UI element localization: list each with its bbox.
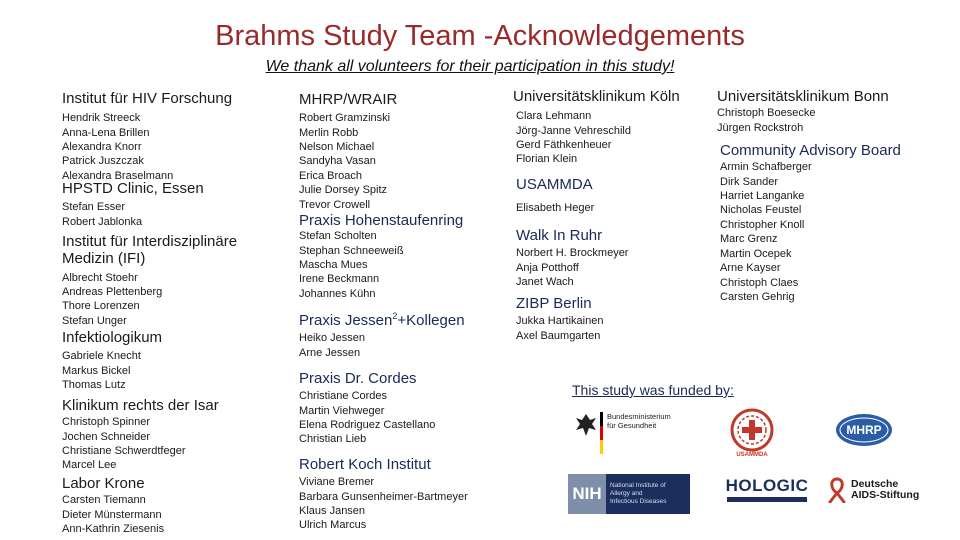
person: Dirk Sander: [720, 175, 779, 188]
people-list: [516, 314, 603, 343]
institution-labor-krone: [62, 475, 164, 536]
person: Anja Potthoff: [516, 261, 579, 274]
institution-name: USAMMDA: [516, 176, 593, 193]
nih-text: [606, 482, 666, 506]
person: Stefan Scholten: [299, 230, 377, 243]
institution-praxis-cordes: [299, 370, 435, 447]
institution-infektiologikum: [62, 329, 162, 392]
aids-stiftung-logo: [826, 476, 922, 504]
person: Thomas Lutz: [62, 379, 126, 392]
people-list: [62, 271, 287, 329]
institution-praxis-jessen: [299, 311, 465, 360]
person: Christoph Spinner: [62, 416, 151, 429]
institution-name: Infektiologikum: [62, 329, 163, 346]
hologic-label: HOLOGIC: [725, 476, 809, 495]
institution-hpstd: [62, 180, 204, 229]
people-list: [516, 246, 628, 289]
hologic-logo: [722, 474, 812, 504]
person: Christopher Knoll: [720, 218, 805, 231]
bmg-line2: für Gesundheit: [607, 421, 657, 430]
people-list: [516, 201, 594, 215]
institution-name: Universitätsklinikum Bonn: [717, 88, 889, 105]
people-list: [62, 415, 219, 473]
person: Ann-Kathrin Ziesenis: [62, 523, 165, 536]
person: Christoph Boesecke: [717, 107, 816, 120]
person: Viviane Bremer: [299, 476, 374, 489]
person: Marc Grenz: [720, 233, 778, 246]
people-list: [299, 229, 463, 301]
institution-name: ZIBP Berlin: [516, 295, 592, 312]
institution-usammda: [516, 176, 594, 216]
institution-name: Institut für Interdisziplinäre Medizin (IFI): [62, 233, 238, 268]
nih-abbr: NIH: [568, 474, 606, 514]
usammda-label: USAMMDA: [736, 452, 768, 458]
person: Sandyha Vasan: [299, 155, 376, 168]
person: Alexandra Knorr: [62, 141, 142, 154]
person: Mascha Mues: [299, 259, 368, 272]
person: Armin Schafberger: [720, 161, 812, 174]
person: Christian Lieb: [299, 433, 367, 446]
person: Christiane Schwerdtfeger: [62, 445, 186, 458]
institution-mhrp-wrair: [299, 91, 397, 212]
person: Andreas Plettenberg: [62, 285, 163, 298]
people-list: [62, 349, 162, 392]
person: Barbara Gunsenheimer-Bartmeyer: [299, 490, 468, 503]
hologic-bar: [727, 497, 807, 502]
aids-line1: Deutsche: [851, 478, 899, 490]
person: Janet Wach: [516, 276, 574, 289]
institution-name: Walk In Ruhr: [516, 227, 603, 244]
person: Merlin Robb: [299, 126, 359, 139]
person: Albrecht Stoehr: [62, 271, 138, 284]
person: Patrick Juszczak: [62, 155, 144, 168]
nih-logo: [568, 474, 690, 514]
institution-uk-bonn: [717, 88, 889, 135]
person: Harriet Langanke: [720, 190, 805, 203]
person: Carsten Tiemann: [62, 494, 146, 507]
person: Christoph Claes: [720, 276, 799, 289]
bmg-logo: [574, 408, 674, 458]
person: Irene Beckmann: [299, 273, 380, 286]
person: Jörg-Janne Vehreschild: [516, 124, 631, 137]
bmg-line1: Bundesministerium: [607, 412, 671, 421]
institution-name: HPSTD Clinic, Essen: [62, 180, 204, 197]
people-list: [299, 389, 435, 447]
people-list: [299, 475, 468, 533]
institution-name: Labor Krone: [62, 475, 145, 492]
mhrp-logo: [834, 412, 894, 448]
person: Robert Gramzinski: [299, 112, 391, 125]
institution-rki: [299, 456, 468, 533]
person: Ulrich Marcus: [299, 519, 367, 532]
person: Norbert H. Brockmeyer: [516, 247, 629, 260]
nih-line3: Infectious Diseases: [610, 498, 667, 505]
person: Gabriele Knecht: [62, 350, 141, 363]
aids-line2: AIDS-Stiftung: [851, 489, 920, 501]
institution-name: Universitätsklinikum Köln: [513, 88, 680, 105]
mhrp-label: MHRP: [846, 423, 882, 437]
person: Nicholas Feustel: [720, 204, 802, 217]
person: Jochen Schneider: [62, 430, 151, 443]
person: Arne Kayser: [720, 262, 781, 275]
institution-name: Community Advisory Board: [720, 142, 901, 159]
institution-name: Praxis Hohenstaufenring: [299, 212, 464, 229]
person: Elena Rodriguez Castellano: [299, 419, 436, 432]
institution-hiv-forschung: [62, 90, 232, 183]
person: Heiko Jessen: [299, 332, 366, 345]
person: Thore Lorenzen: [62, 300, 140, 313]
person: Robert Jablonka: [62, 215, 143, 228]
person: Hendrik Streeck: [62, 112, 141, 125]
person: Jürgen Rockstroh: [717, 121, 804, 134]
institution-name: MHRP/WRAIR: [299, 91, 398, 108]
people-list: [717, 106, 889, 135]
institution-ifi: [62, 233, 287, 328]
nih-line1: National Institute of: [610, 482, 666, 489]
person: Gerd Fäthkenheuer: [516, 139, 612, 152]
institution-rechts-der-isar: [62, 397, 219, 473]
institution-name: Praxis Dr. Cordes: [299, 370, 417, 387]
page-subtitle: We thank all volunteers for their participation in this study!: [265, 58, 675, 75]
person: Nelson Michael: [299, 141, 375, 154]
person: Dieter Münstermann: [62, 508, 162, 521]
person: Clara Lehmann: [516, 110, 592, 123]
person: Martin Viehweger: [299, 404, 385, 417]
person: Elisabeth Heger: [516, 202, 595, 215]
institution-hohenstaufenring: [299, 212, 463, 301]
usammda-emblem-icon: [730, 408, 774, 452]
person: Anna-Lena Brillen: [62, 126, 150, 139]
person: Stefan Unger: [62, 314, 127, 327]
aids-ribbon-icon: [826, 477, 848, 503]
person: Martin Ocepek: [720, 247, 792, 260]
people-list: [516, 109, 680, 167]
person: Florian Klein: [516, 153, 578, 166]
person: Arne Jessen: [299, 346, 361, 359]
people-list: [62, 200, 204, 229]
person: Marcel Lee: [62, 459, 117, 472]
person: Johannes Kühn: [299, 287, 376, 300]
person: Erica Broach: [299, 169, 362, 182]
funded-by-label: This study was funded by:: [572, 382, 734, 398]
institution-name: Praxis Jessen$^2$+Kollegen: [299, 311, 465, 329]
person: Markus Bickel: [62, 364, 131, 377]
institution-zibp: [516, 295, 603, 343]
institution-name: Robert Koch Institut: [299, 456, 431, 473]
institution-uk-koeln: [513, 88, 680, 167]
person: Julie Dorsey Spitz: [299, 184, 388, 197]
person: Christiane Cordes: [299, 390, 388, 403]
institution-walk-in-ruhr: [516, 227, 628, 289]
person: Carsten Gehrig: [720, 290, 795, 303]
person: Klaus Jansen: [299, 505, 366, 518]
person: Alexandra Braselmann: [62, 169, 174, 182]
people-list: [720, 160, 901, 304]
people-list: [299, 331, 465, 360]
people-list: [62, 493, 164, 536]
person: Stephan Schneeweiß: [299, 244, 404, 257]
usammda-logo: [724, 405, 780, 461]
person: Stefan Esser: [62, 201, 125, 214]
people-list: [299, 111, 397, 212]
person: Jukka Hartikainen: [516, 315, 604, 328]
page-title: Brahms Study Team -Acknowledgements: [215, 20, 745, 52]
institution-name: Klinikum rechts der Isar: [62, 397, 219, 414]
people-list: [62, 111, 232, 183]
person: Trevor Crowell: [299, 198, 371, 211]
institution-name: Institut für HIV Forschung: [62, 90, 233, 107]
nih-line2: Allergy and: [610, 490, 643, 497]
institution-cab: [720, 142, 901, 304]
person: Axel Baumgarten: [516, 329, 601, 342]
